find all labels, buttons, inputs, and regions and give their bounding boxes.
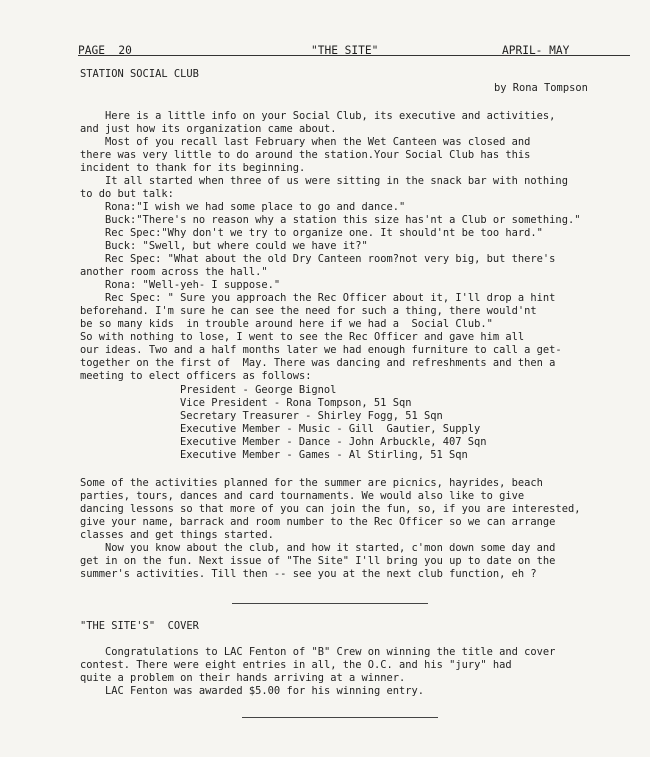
officer-entry: President - George Bignol: [180, 384, 337, 396]
text-line: and just how its organization came about.: [80, 123, 337, 135]
text-line: classes and get things started.: [80, 529, 274, 541]
article-title: STATION SOCIAL CLUB: [80, 68, 199, 80]
article-title: "THE SITE'S" COVER: [80, 620, 199, 632]
text-line: another room across the hall.": [80, 266, 268, 278]
text-line: Congratulations to LAC Fenton of "B" Crew on winning the title and cover: [80, 646, 556, 658]
header-rule: [78, 55, 630, 56]
text-line: quite a problem on their hands arriving at a winner.: [80, 672, 406, 684]
issue-date: APRIL- MAY: [502, 44, 570, 57]
text-line: Rec Spec: "What about the old Dry Canteen room?not very big, but there's: [80, 253, 556, 265]
text-line: incident to thank for its beginning.: [80, 162, 306, 174]
text-line: to do but talk:: [80, 188, 174, 200]
text-line: Buck:"There's no reason why a station this size has'nt a Club or something.": [80, 214, 581, 226]
text-line: together on the first of May. There was dancing and refreshments and then a: [80, 357, 556, 369]
text-line: get in on the fun. Next issue of "The Site" I'll bring you up to date on the: [80, 555, 556, 567]
text-line: Rec Spec: " Sure you approach the Rec Officer about it, I'll drop a hint: [80, 292, 556, 304]
text-line: So with nothing to lose, I went to see the Rec Officer and gave him all: [80, 331, 525, 343]
officer-entry: Secretary Treasurer - Shirley Fogg, 51 Sqn: [180, 410, 443, 422]
article-byline: by Rona Tompson: [494, 82, 588, 94]
text-line: contest. There were eight entries in all, the O.C. and his "jury" had: [80, 659, 512, 671]
text-line: Rec Spec:"Why don't we try to organize one. It should'nt be too hard.": [80, 227, 543, 239]
text-line: meeting to elect officers as follows:: [80, 370, 312, 382]
text-line: give your name, barrack and room number to the Rec Officer so we can arrange: [80, 516, 556, 528]
text-line: Buck: "Swell, but where could we have it?": [80, 240, 368, 252]
text-line: be so many kids in trouble around here if we had a Social Club.": [80, 318, 493, 330]
officer-entry: Vice President - Rona Tompson, 51 Sqn: [180, 397, 412, 409]
text-line: It all started when three of us were sitting in the snack bar with nothing: [80, 175, 568, 187]
publication-name: "THE SITE": [311, 44, 379, 57]
section-divider: [232, 603, 428, 604]
text-line: Rona:"I wish we had some place to go and dance.": [80, 201, 406, 213]
page-number: PAGE 20: [78, 44, 132, 57]
officer-entry: Executive Member - Music - Gill Gautier, Supply: [180, 423, 481, 435]
officer-entry: Executive Member - Games - Al Stirling, 51 Sqn: [180, 449, 468, 461]
text-line: summer's activities. Till then -- see you at the next club function, eh ?: [80, 568, 537, 580]
text-line: Some of the activities planned for the summer are picnics, hayrides, beach: [80, 477, 543, 489]
text-line: Rona: "Well-yeh- I suppose.": [80, 279, 281, 291]
text-line: Most of you recall last February when the Wet Canteen was closed and: [80, 136, 531, 148]
text-line: LAC Fenton was awarded $5.00 for his winning entry.: [80, 685, 425, 697]
text-line: there was very little to do around the station.Your Social Club has this: [80, 149, 531, 161]
officer-entry: Executive Member - Dance - John Arbuckle, 407 Sqn: [180, 436, 487, 448]
text-line: beforehand. I'm sure he can see the need for such a thing, there would'nt: [80, 305, 537, 317]
section-divider: [242, 717, 438, 718]
text-line: our ideas. Two and a half months later we had enough furniture to call a get-: [80, 344, 562, 356]
text-line: parties, tours, dances and card tournaments. We would also like to give: [80, 490, 525, 502]
text-line: dancing lessons so that more of you can join the fun, so, if you are interested,: [80, 503, 581, 515]
text-line: Now you know about the club, and how it started, c'mon down some day and: [80, 542, 556, 554]
text-line: Here is a little info on your Social Club, its executive and activities,: [80, 110, 556, 122]
